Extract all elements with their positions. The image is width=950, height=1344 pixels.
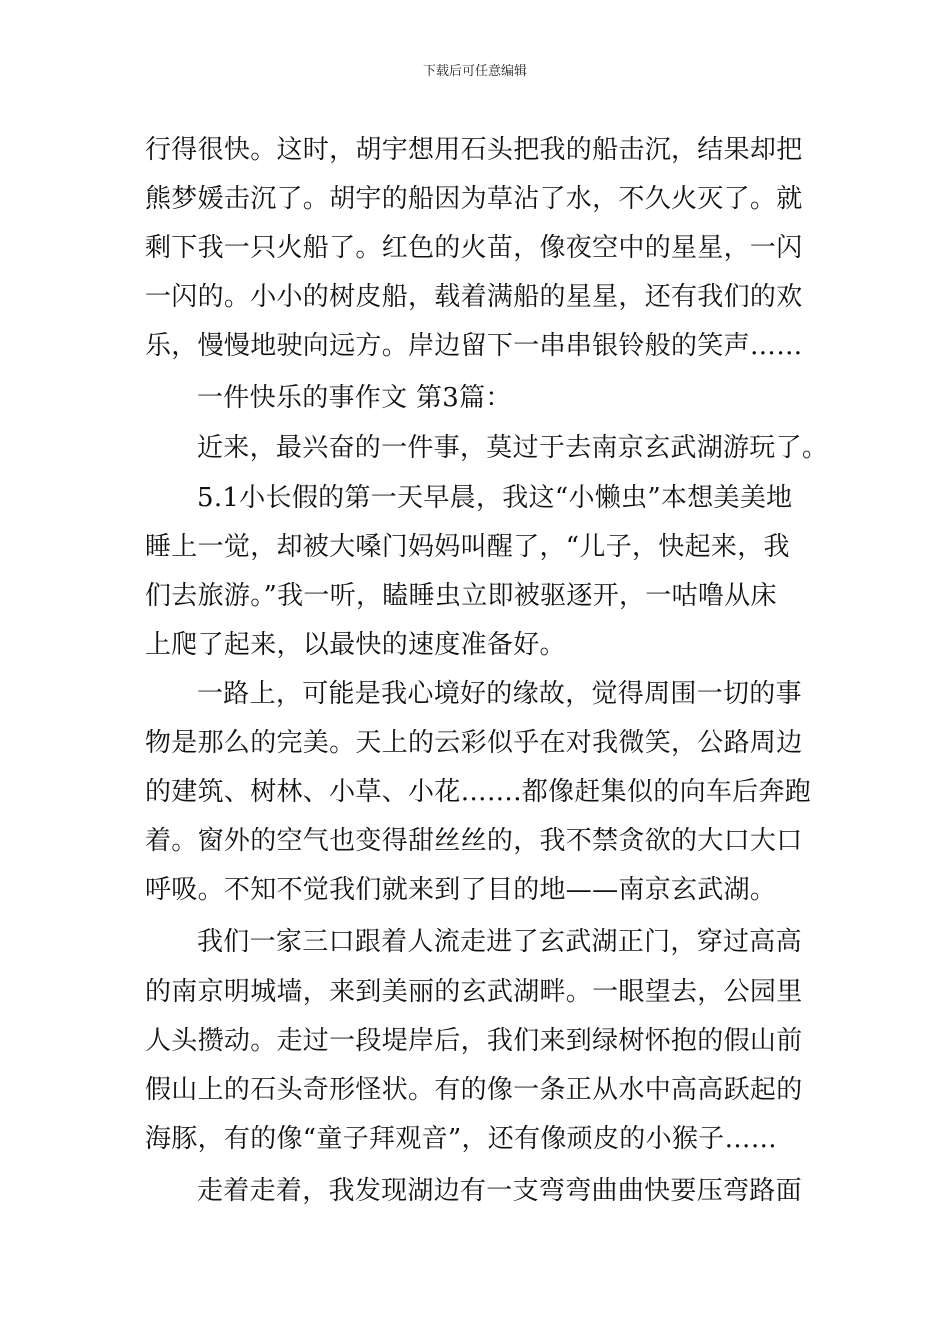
body-line: 行得很快。这时，胡宇想用石头把我的船击沉，结果却把 (145, 135, 803, 165)
body-line: 乐，慢慢地驶向远方。岸边留下一串串银铃般的笑声…… (145, 331, 803, 361)
body-line: 一路上，可能是我心境好的缘故，觉得周围一切的事 (197, 679, 802, 709)
body-line: 熊梦媛击沉了。胡宇的船因为草沾了水，不久火灭了。就 (145, 184, 803, 214)
body-line: 们去旅游。”我一听，瞌睡虫立即被驱逐开，一咕噜从床 (145, 581, 777, 611)
body-line: 5.1小长假的第一天早晨，我这“小懒虫”本想美美地 (197, 483, 793, 513)
body-line: 的建筑、树林、小草、小花…….都像赶集似的向车后奔跑 (145, 777, 812, 807)
body-line: 海豚，有的像“童子拜观音”，还有像顽皮的小猴子…… (145, 1124, 778, 1154)
body-line: 睡上一觉，却被大嗓门妈妈叫醒了，“儿子，快起来，我 (145, 532, 790, 562)
body-line: 我们一家三口跟着人流走进了玄武湖正门，穿过高高 (197, 927, 802, 957)
body-line: 一闪的。小小的树皮船，载着满船的星星，还有我们的欢 (145, 282, 803, 312)
body-line: 物是那么的完美。天上的云彩似乎在对我微笑，公路周边 (145, 728, 803, 758)
body-line: 剩下我一只火船了。红色的火苗，像夜空中的星星，一闪 (145, 233, 803, 263)
body-line: 的南京明城墙，来到美丽的玄武湖畔。一眼望去，公园里 (145, 977, 803, 1007)
page-header: 下载后可任意编辑 (422, 64, 527, 79)
body-line: 呼吸。不知不觉我们就来到了目的地——南京玄武湖。 (145, 875, 777, 905)
section-heading: 一件快乐的事作文 第3篇： (197, 383, 512, 413)
body-line: 着。窗外的空气也变得甜丝丝的，我不禁贪欲的大口大口 (145, 826, 803, 856)
body-line: 近来，最兴奋的一件事，莫过于去南京玄武湖游玩了。 (197, 433, 829, 463)
body-line: 走着走着，我发现湖边有一支弯弯曲曲快要压弯路面 (197, 1176, 802, 1206)
body-line: 上爬了起来，以最快的速度准备好。 (145, 630, 566, 660)
body-line: 假山上的石头奇形怪状。有的像一条正从水中高高跃起的 (145, 1075, 803, 1105)
body-line: 人头攒动。走过一段堤岸后，我们来到绿树怀抱的假山前 (145, 1026, 803, 1056)
